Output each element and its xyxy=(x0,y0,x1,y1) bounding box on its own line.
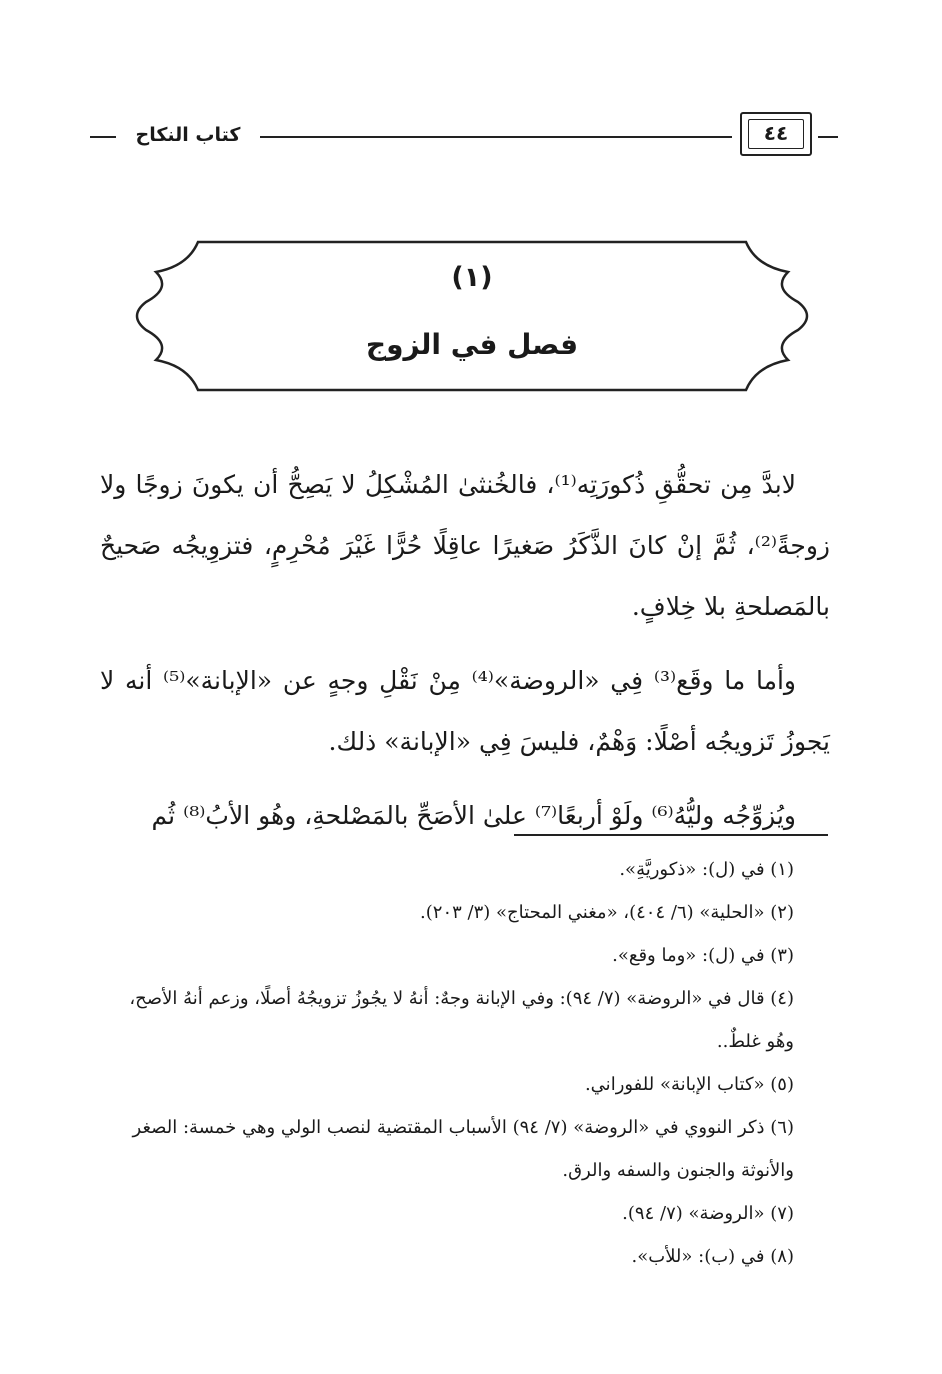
main-text xyxy=(100,454,830,859)
footnote-2: (٢) «الحلية» (٦/ ٤٠٤)، «مغني المحتاج» (٣/ ٢٠٣). xyxy=(420,902,794,923)
section-heading: فصل في الزوج xyxy=(365,328,579,361)
running-title: كتاب النكاح xyxy=(135,124,241,146)
header-rule-left xyxy=(90,136,116,138)
header-rule-middle xyxy=(260,136,732,138)
footnote-1: (١) في (ل): «ذكوريَّةِ». xyxy=(619,859,794,880)
footnote-separator xyxy=(514,834,828,836)
footnote-6: (٦) ذكر النووي في «الروضة» (٧/ ٩٤) الأسباب المقتضية لنصب الولي وهي خمسة: الصغر والأنوثة والجنون والسفه والرق. xyxy=(132,1117,794,1181)
footnote-3: (٣) في (ل): «وما وقع». xyxy=(612,945,794,966)
body-paragraph-1: لابدَّ مِن تحقُّقِ ذُكورَتِه⁽¹⁾، فالخُنثىٰ المُشْكِلُ لا يَصِحُّ أن يكونَ زوجًا ولا زوجةً⁽²⁾، ثُمَّ إنْ كانَ الذَّكَرُ صَغيرًا عاقِلًا حُرًّا غَيْرَ مُحْرِمٍ، فتزوِيجُه صَحيحٌ بالمَصلحةِ بلا خِلافٍ. xyxy=(100,470,830,621)
header-rule-right xyxy=(818,136,838,138)
body-paragraph-2: وأما ما وقَع⁽³⁾ فِي «الروضة»⁽⁴⁾ مِنْ نَقْلِ وجهٍ عن «الإبانة»⁽⁵⁾ أنه لا يَجوزُ تَزويجُه أصْلًا: وَهْمٌ، فليسَ فِي «الإبانة» ذلك. xyxy=(100,666,830,756)
footnote-5: (٥) «كتاب الإبانة» للفوراني. xyxy=(584,1074,794,1095)
footnotes xyxy=(100,848,830,1278)
footnote-8: (٨) في (ب): «للأب». xyxy=(631,1246,794,1267)
body-paragraph-3: ويُزوِّجُه وليُّهُ⁽⁶⁾ ولَوْ أربعًا⁽⁷⁾ علىٰ الأصَحِّ بالمَصْلحةِ، وهُو الأبُ⁽⁸⁾ ثُم xyxy=(151,801,796,830)
page-header xyxy=(90,112,840,162)
section-title-frame xyxy=(116,236,828,396)
ornamental-frame xyxy=(116,236,828,396)
footnote-7: (٧) «الروضة» (٧/ ٩٤). xyxy=(622,1203,794,1224)
footnote-4: (٤) قال في «الروضة» (٧/ ٩٤): وفي الإبانة وجهٌ: أنهُ لا يجُوزُ تزويجُهُ أصلًا، وزعم أنهُ الأصح، وهُو غلطٌ.. xyxy=(129,988,794,1052)
page-number-box xyxy=(740,112,812,156)
page-number: ٤٤ xyxy=(748,119,804,149)
section-number: (١) xyxy=(451,262,493,293)
